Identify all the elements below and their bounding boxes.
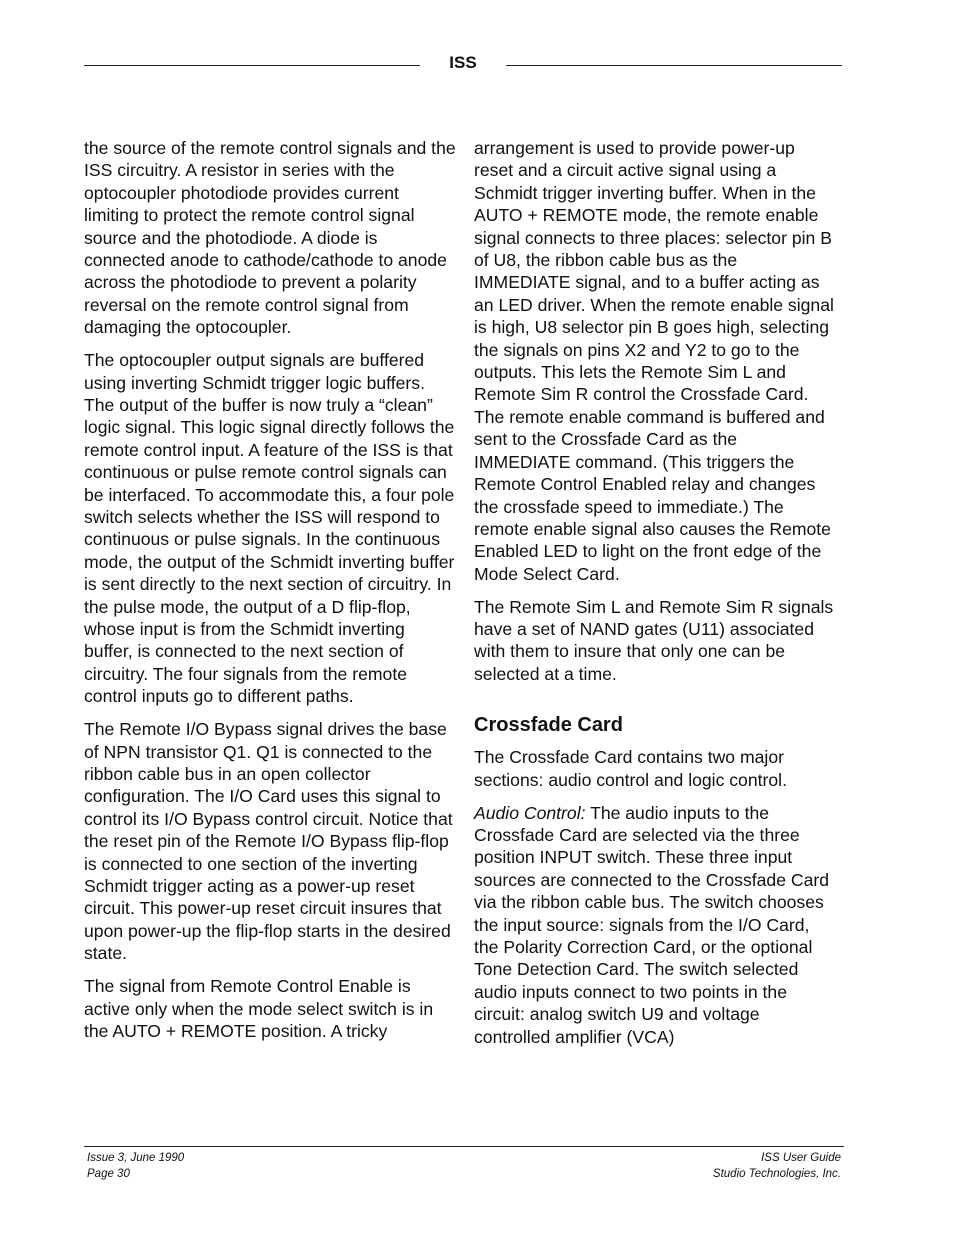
left-column — [84, 137, 456, 1053]
paragraph: The optocoupler output signals are buffered using inverting Schmidt trigger logic buffers. The output of the buffer is now truly a “clean” logic signal. This logic signal directly follows the remote control input. A feature of the ISS is that continuous or pulse remote control signals can be interfaced. To accommodate this, a four pole switch selects whether the ISS will respond to continuous or pulse signals. In the continuous mode, the output of the Schmidt inverting buffer is sent directly to the next section of circuitry. In the pulse mode, the output of a D flip-flop, whose input is from the Schmidt inverting buffer, is connected to the next section of circuitry. The four signals from the remote control inputs go to different paths. — [84, 350, 455, 707]
footer-rule — [84, 1146, 844, 1147]
header-rule-right — [506, 65, 842, 66]
paragraph: The Remote Sim L and Remote Sim R signals have a set of NAND gates (U11) associated with them to insure that only one can be selected at a time. — [474, 596, 834, 684]
paragraph-text: The audio inputs to the Crossfade Card are selected via the three position INPUT switch. These three input sources are connected to the Crossfade Card via the ribbon cable bus. The switch chooses the input source: signals from the I/O Card, the Polarity Correction Card, or the optional Tone Detection Card. The switch selected audio inputs connect to two points in the circuit: analog switch U9 and voltage controlled amplifier (VCA) — [474, 802, 830, 1047]
footer-page-number: Page 30 — [87, 1168, 130, 1180]
footer-right — [713, 1150, 841, 1182]
paragraph: the source of the remote control signals and the ISS circuitry. A resistor in series with the optocoupler photodiode provides current limiting to protect the remote control signal source and the photodiode. A diode is connected anode to cathode/cathode to anode across the photodiode to prevent a polarity reversal on the remote control signal from damaging the optocoupler. — [84, 138, 456, 338]
paragraph: The Crossfade Card contains two major sections: audio control and logic control. — [474, 747, 787, 790]
paragraph: arrangement is used to provide power-up reset and a circuit active signal using a Schmidt trigger inverting buffer. When in the AUTO + REMOTE mode, the remote enable signal connects to three places: selector pin B of U8, the ribbon cable bus as the IMMEDIATE signal, and to a buffer acting as an LED driver. When the remote enable signal is high, U8 selector pin B goes high, selecting the signals on pins X2 and Y2 to go to the outputs. This lets the Remote Sim L and Remote Sim R control the Crossfade Card. The remote enable command is buffered and sent to the Crossfade Card as the IMMEDIATE command. (This triggers the Remote Control Enabled relay and changes the crossfade speed to immediate.) The remote enable signal also causes the Remote Enabled LED to light on the front edge of the Mode Select Card. — [474, 138, 834, 584]
right-column — [474, 137, 836, 1059]
footer-issue: Issue 3, June 1990 — [87, 1152, 185, 1164]
paragraph: The Remote I/O Bypass signal drives the base of NPN transistor Q1. Q1 is connected to the ribbon cable bus in an open collector configuration. The I/O Card uses this signal to control its I/O Bypass control circuit. Notice that the reset pin of the Remote I/O Bypass flip-flop is connected to one section of the inverting Schmidt trigger acting as a power-up reset circuit. This power-up reset circuit insures that upon power-up the flip-flop starts in the desired state. — [84, 719, 453, 964]
header-title: ISS — [449, 53, 477, 72]
header-rule-left — [84, 65, 420, 66]
footer-guide-title: ISS User Guide — [761, 1152, 841, 1164]
footer-company: Studio Technologies, Inc. — [712, 1168, 841, 1180]
footer-left — [87, 1150, 184, 1182]
paragraph — [474, 802, 836, 1048]
run-in-heading: Audio Control: — [474, 802, 586, 823]
section-heading: Crossfade Card — [474, 714, 623, 737]
paragraph: The signal from Remote Control Enable is active only when the mode select switch is in the AUTO + REMOTE position. A tricky — [84, 976, 434, 1041]
